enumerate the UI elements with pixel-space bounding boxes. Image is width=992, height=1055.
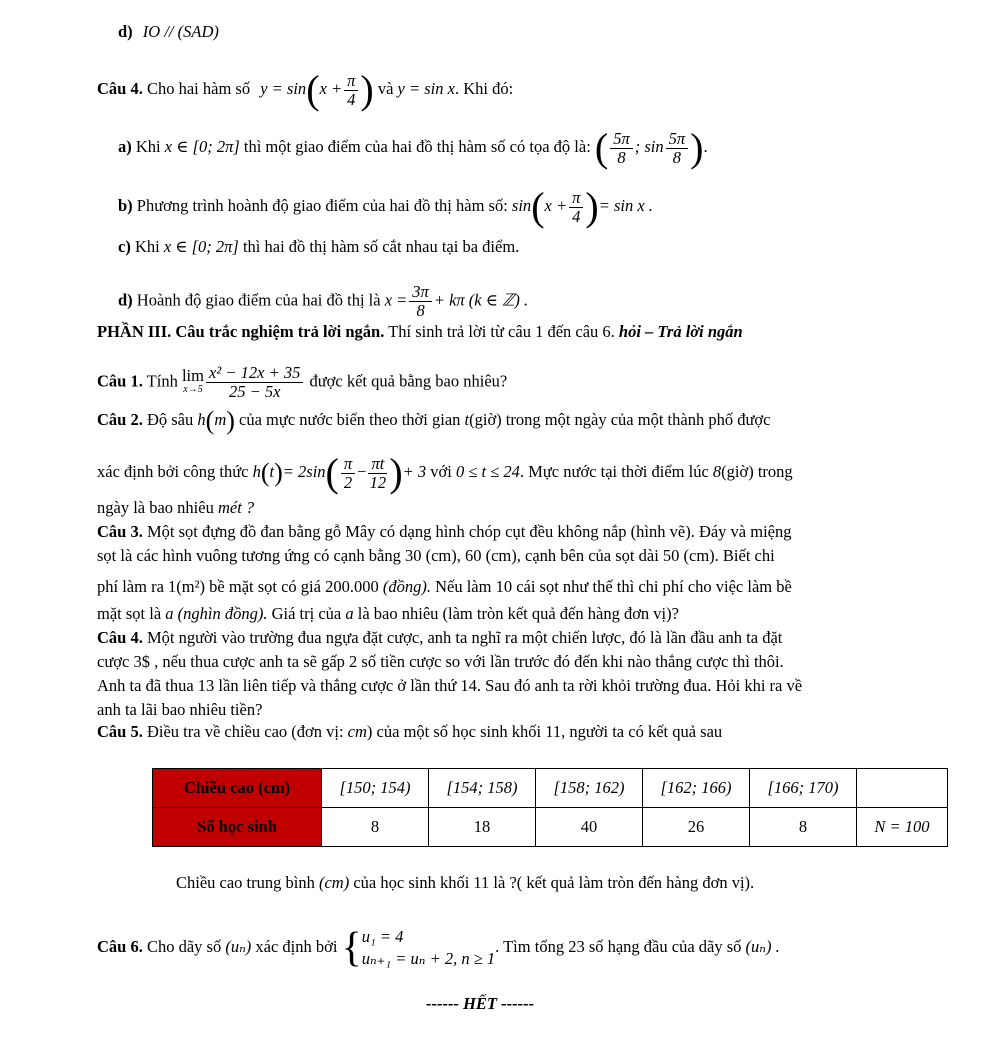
fraction (368, 455, 387, 492)
text: với (430, 461, 452, 481)
text: ngày là bao nhiêu (97, 498, 214, 517)
item-label: d) (118, 290, 133, 310)
text: của học sinh khối 11 là ?( kết quả làm tròn đến hàng đơn vị). (353, 873, 755, 892)
paren-close: ) (690, 125, 704, 170)
math-text: + kπ (k ∈ ℤ) . (433, 290, 529, 310)
text: Khi (134, 237, 160, 256)
p3-q4-line4 (97, 700, 262, 720)
table-cell (857, 769, 948, 808)
height-table (152, 768, 948, 847)
p3-q4-line3 (97, 676, 802, 696)
text: thì một giao điểm của hai đồ thị hàm số có tọa độ là: (243, 136, 591, 156)
text: Độ sâu (146, 410, 194, 429)
text: Một sọt đựng đồ đan bằng gỗ Mây có dạng hình chóp cụt đều không nắp (hình vẽ). Đáy và miệng (146, 522, 792, 541)
fraction (666, 130, 689, 167)
denominator: 8 (672, 147, 682, 167)
p3-q6 (97, 926, 780, 970)
math-text: sin (511, 195, 532, 215)
numerator: 5π (610, 130, 633, 149)
table-header-cell: Chiều cao (cm) (153, 769, 322, 808)
item-label: b) (118, 195, 133, 215)
denominator: 8 (416, 301, 425, 320)
paren-open: ( (531, 184, 545, 229)
math-text: 8 (712, 461, 722, 481)
text: và (377, 78, 394, 98)
p3-q3-line2 (97, 546, 775, 566)
text: của mực nước biển theo thời gian (239, 410, 461, 429)
denominator: 4 (572, 206, 581, 226)
table-cell: 18 (429, 808, 536, 847)
p3-q4-line2 (97, 652, 784, 672)
math-text: y = sin x (397, 78, 455, 98)
numerator: πt (368, 455, 387, 474)
question-label: Câu 5. (97, 722, 143, 741)
text: Một người vào trường đua ngựa đặt cược, anh ta nghĩ ra một chiến lược, đó là lần đầu anh ta đặt (146, 628, 783, 647)
table-cell: [162; 166) (643, 769, 750, 808)
math-text: ; sin (634, 136, 664, 156)
math-text: x + (319, 78, 343, 98)
text: mét ? (217, 498, 255, 517)
fraction (409, 283, 432, 320)
text: Giá trị của (271, 604, 342, 623)
item-label: c) (118, 237, 131, 256)
numerator: π (341, 455, 355, 474)
numerator: 3π (409, 283, 432, 302)
numerator: π (569, 189, 583, 208)
q4-b (118, 184, 653, 229)
end-marker: ------ HẾT ------ (426, 994, 535, 1013)
math-text: m (214, 410, 227, 429)
table-cell: N = 100 (857, 808, 948, 847)
math-text: t (269, 461, 275, 481)
question-label: Câu 6. (97, 936, 143, 956)
math-text: x ∈ [0; 2π] (164, 136, 240, 156)
section-title: PHẦN III. Câu trắc nghiệm trả lời ngắn. (97, 322, 385, 341)
text: thì hai đồ thị hàm số cắt nhau tại ba điểm. (242, 237, 520, 256)
math-text: y = sin (260, 78, 307, 98)
text: (đồng). (382, 577, 431, 596)
math-text: − (357, 461, 367, 481)
table-row (153, 769, 948, 808)
math-expression: IO // (SAD) (142, 22, 219, 41)
fraction (569, 189, 583, 226)
section-instruction: Thí sinh trả lời từ câu 1 đến câu 6. (388, 322, 615, 341)
paren-open: ( (594, 125, 609, 170)
text: . Tìm tổng 23 số hạng đầu của dãy số (495, 936, 742, 956)
text: (giờ) trong một ngày của một thành phố được (469, 410, 771, 429)
text: Phương trình hoành độ giao điểm của hai đồ thị hàm số: (136, 195, 508, 215)
text: phí làm ra 1(m²) bề mặt sọt có giá 200.000 (97, 577, 379, 596)
paren-close: ) (360, 67, 374, 112)
q4-a: a) Khi x ∈ [0; 2π] thì một giao điểm của hai đồ thị hàm số có tọa độ là: ( $\frac{5\pi}{8}$ ; sin $\frac{5\pi}{8}$ ). (118, 125, 708, 170)
text: Cho dãy số (146, 936, 222, 956)
math-text: (cm) (318, 873, 350, 892)
question-label: Câu 3. (97, 522, 143, 541)
table-cell: 8 (322, 808, 429, 847)
lim-text: lim (181, 365, 204, 385)
text: . Khi đó: (454, 78, 514, 98)
math-text: (uₙ) (225, 936, 252, 956)
text: cược 3$ , nếu thua cược anh ta sẽ gấp 2 số tiền cược so với lần trước đó đến khi nào thắng cược thì thôi. (97, 652, 784, 671)
text: Khi (135, 136, 161, 156)
denominator: 12 (369, 472, 387, 492)
p3-q2-line2: xác định bởi công thức h(t)= 2sin( $\frac{\pi}{2}$ − $\frac{\pi t}{12}$ )+ 3 với 0 ≤ t ≤ 24. Mực nước tại thời điểm lúc 8(giờ) trong (97, 450, 793, 495)
table-row (153, 808, 948, 847)
math-text: = 2sin (282, 461, 326, 481)
table-cell: [158; 162) (536, 769, 643, 808)
math-text: = sin x . (598, 195, 653, 215)
math-text: + 3 (402, 461, 427, 481)
math-text: x + (544, 195, 568, 215)
p3-q3-line4 (97, 604, 679, 624)
text: Tính (146, 371, 178, 391)
numerator: x² − 12x + 35 (206, 364, 303, 383)
system-line: u₁ = 4 (361, 927, 404, 946)
math-text: t (464, 410, 470, 429)
text: ) của một số học sinh khối 11, người ta có kết quả sau (366, 722, 723, 741)
limit (181, 365, 204, 397)
p3-q4-line1 (97, 628, 782, 648)
recurrence-system (362, 926, 495, 970)
p3-q5-after (176, 873, 754, 893)
paren-open: ( (306, 67, 320, 112)
text: a (345, 604, 354, 623)
question-label: Câu 4. (97, 78, 143, 98)
fraction (206, 364, 303, 401)
p3-q3-line1 (97, 522, 792, 542)
math-text: (uₙ) . (745, 936, 780, 956)
p3-q5 (97, 722, 722, 742)
numerator: π (344, 72, 358, 91)
text: Điều tra về chiều cao (đơn vị: (146, 722, 344, 741)
text: . Mực nước tại thời điểm lúc (519, 461, 709, 481)
text: xác định bởi (255, 936, 338, 956)
table-cell: [150; 154) (322, 769, 429, 808)
math-text: h (197, 410, 206, 429)
text: Hoành độ giao điểm của hai đồ thị là (136, 290, 381, 310)
fraction (344, 72, 358, 109)
p3-q2-line3 (97, 498, 254, 518)
table-cell: 8 (750, 808, 857, 847)
paren-close: ) (585, 184, 599, 229)
fraction (610, 130, 633, 167)
item-label: a) (118, 136, 132, 156)
text: a (nghìn đồng). (165, 604, 268, 623)
text: được kết quả bằng bao nhiêu? (309, 371, 508, 391)
item-label: d) (118, 22, 133, 41)
math-text: x = (384, 290, 408, 310)
fraction (341, 455, 355, 492)
brace-open: { (341, 925, 362, 971)
denominator: 25 − 5x (228, 382, 281, 401)
q4-c (118, 237, 519, 257)
section-tag: hỏi – Trả lời ngắn (618, 322, 743, 341)
p3-q2-line1: Câu 2. Độ sâu h(m) của mực nước biển theo thời gian t(giờ) trong một ngày của một thành phố được (97, 406, 771, 436)
text: Cho hai hàm số (146, 78, 251, 98)
table-cell: 40 (536, 808, 643, 847)
text: Nếu làm 10 cái sọt như thế thì chi phí cho việc làm bề (435, 577, 792, 596)
text: là bao nhiêu (làm tròn kết quả đến hàng đơn vị)? (357, 604, 679, 623)
text: mặt sọt là (97, 604, 162, 623)
text: sọt là các hình vuông tương ứng có cạnh bằng 30 (cm), 60 (cm), cạnh bên của sọt dài 50 (cm). Biết chi (97, 546, 775, 565)
denominator: 4 (347, 89, 356, 109)
q4-stem (97, 67, 514, 112)
table-cell: 26 (643, 808, 750, 847)
part3-heading (97, 322, 743, 342)
p3-q1 (97, 364, 507, 401)
text: Chiều cao trung bình (176, 873, 315, 892)
question-label: Câu 4. (97, 628, 143, 647)
system-line: uₙ₊₁ = uₙ + 2, n ≥ 1 (361, 949, 496, 968)
text: xác định bởi công thức (97, 461, 249, 481)
question-label: Câu 2. (97, 410, 143, 429)
math-text: h (252, 461, 261, 481)
lim-under: x→5 (183, 383, 203, 395)
q4-d (118, 283, 528, 320)
question-label: Câu 1. (97, 371, 143, 391)
numerator: 5π (666, 130, 689, 149)
math-text: 0 ≤ t ≤ 24 (455, 461, 520, 481)
math-text: x ∈ [0; 2π] (163, 237, 239, 256)
denominator: 2 (343, 472, 353, 492)
table-cell: [166; 170) (750, 769, 857, 808)
text: (giờ) trong (721, 461, 793, 481)
text: Anh ta đã thua 13 lần liên tiếp và thắng cược ở lần thứ 14. Sau đó anh ta rời khỏi trường đua. Hỏi khi ra về (97, 676, 803, 695)
denominator: 8 (617, 147, 626, 167)
text: cm (347, 722, 367, 741)
text: anh ta lãi bao nhiêu tiền? (97, 700, 263, 719)
table-header-cell: Số học sinh (153, 808, 322, 847)
table-cell: [154; 158) (429, 769, 536, 808)
item-d-top (118, 22, 219, 42)
p3-q3-line3 (97, 577, 792, 597)
